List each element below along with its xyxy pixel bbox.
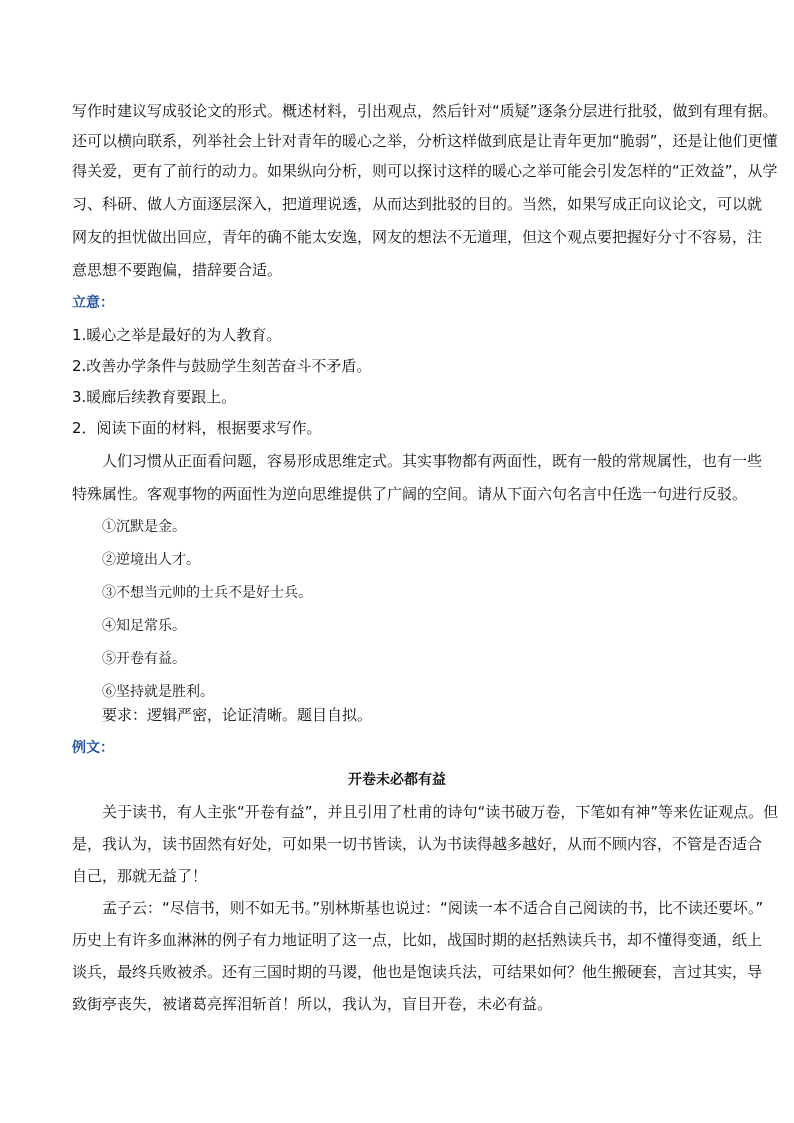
liyi-item: 2.改善办学条件与鼓励学生刻苦奋斗不矛盾。 (72, 357, 372, 375)
question-body-line: 特殊属性。客观事物的两面性为逆向思维提供了广阔的空间。请从下面六句名言中任选一句进行反驳。 (72, 485, 748, 503)
essay-line: 致街亭丧失，被诸葛亮挥泪斩首！所以，我认为，盲目开卷，未必有益。 (72, 995, 553, 1013)
essay-line: 谈兵，最终兵败被杀。还有三国时期的马谡，他也是饱读兵法，可结果如何？他生搬硬套，言过其实，导 (72, 963, 763, 981)
liyi-item: 1.暖心之举是最好的为人教育。 (72, 326, 282, 344)
quote-item: ④知足常乐。 (102, 618, 186, 634)
essay-line: 是，我认为，读书固然有好处，可如果一切书皆读，认为书读得越多越好，从而不顾内容，不管是否适合 (72, 835, 763, 853)
quote-item: ③不想当元帅的士兵不是好士兵。 (102, 585, 312, 601)
paragraph-line: 习、科研、做人方面逐层深入，把道理说透，从而达到批驳的目的。当然，如果写成正向议论文，可以就 (72, 195, 763, 213)
essay-line: 自己，那就无益了！ (72, 867, 208, 885)
question-title: 2．阅读下面的材料，根据要求写作。 (72, 419, 322, 437)
essay-title: 开卷未必都有益 (348, 772, 446, 788)
quote-item: ⑤开卷有益。 (102, 651, 186, 667)
liyi-item: 3.暖廊后续教育要跟上。 (72, 388, 237, 406)
quote-item: ①沉默是金。 (102, 519, 186, 535)
paragraph-line: 网友的担忧做出回应，青年的确不能太安逸，网友的想法不无道理，但这个观点要把握好分寸不容易，注 (72, 228, 763, 246)
requirement-text: 要求：逻辑严密，论证清晰。题目自拟。 (102, 706, 373, 724)
essay-line: 关于读书，有人主张“开卷有益”，并且引用了杜甫的诗句“读书破万卷，下笔如有神”等来佐证观点。但 (102, 803, 779, 821)
paragraph-line: 意思想不要跑偏，措辞要合适。 (72, 261, 283, 279)
quote-item: ②逆境出人才。 (102, 552, 200, 568)
paragraph-line: 写作时建议写成驳论文的形式。概述材料，引出观点，然后针对“质疑”逐条分层进行批驳，做到有理有据。 (72, 102, 778, 120)
paragraph-line: 得关爱，更有了前行的动力。如果纵向分析，则可以探讨这样的暖心之举可能会引发怎样的“正效益”，从学 (72, 162, 778, 180)
liwen-heading: 例文： (72, 740, 114, 756)
quote-item: ⑥坚持就是胜利。 (102, 684, 214, 700)
essay-line: 历史上有许多血淋淋的例子有力地证明了这一点，比如，战国时期的赵括熟读兵书，却不懂得变通，纸上 (72, 931, 763, 949)
question-body-line: 人们习惯从正面看问题，容易形成思维定式。其实事物都有两面性，既有一般的常规属性，也有一些 (102, 452, 763, 470)
essay-line: 孟子云：“尽信书，则不如无书。”别林斯基也说过：“阅读一本不适合自己阅读的书，比不读还要坏。” (102, 899, 764, 917)
paragraph-line: 还可以横向联系，列举社会上针对青年的暖心之举，分析这样做到底是让青年更加“脆弱”，还是让他们更懂 (72, 132, 778, 150)
liyi-heading: 立意： (72, 295, 114, 311)
